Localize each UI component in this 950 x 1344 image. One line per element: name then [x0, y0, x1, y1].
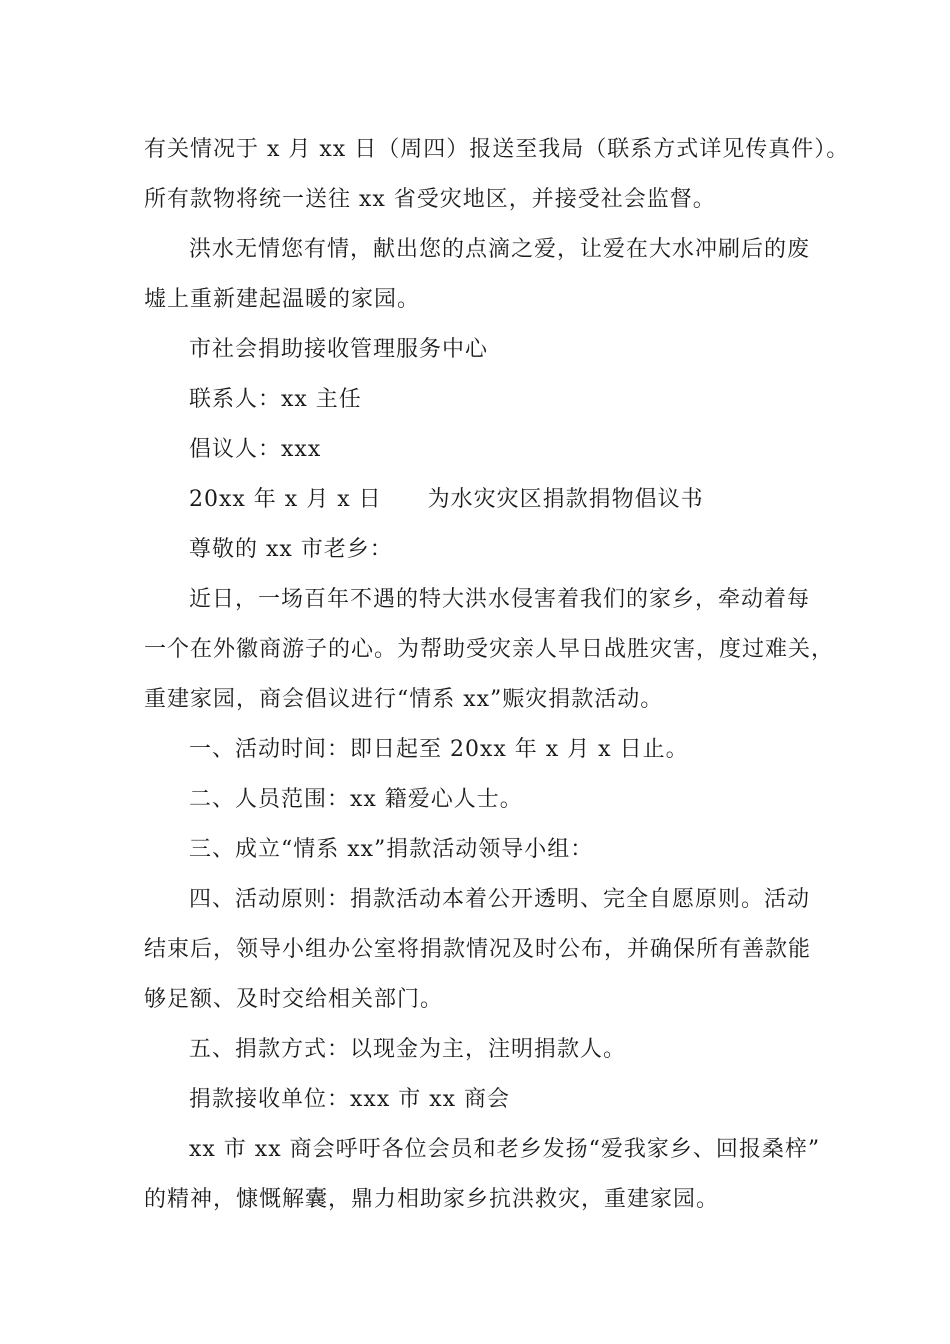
list-item: 三、成立“情系 xx”捐款活动领导小组： [189, 837, 594, 862]
paragraph-line: 洪水无情您有情，献出您的点滴之爱，让爱在大水冲刷后的废 [189, 237, 811, 262]
paragraph-line: xx 市 xx 商会呼吁各位会员和老乡发扬“爱我家乡、回报桑梓” [189, 1137, 821, 1162]
paragraph-line: 够足额、及时交给相关部门。 [144, 987, 444, 1012]
list-item: 五、捐款方式：以现金为主，注明捐款人。 [189, 1037, 627, 1062]
salutation: 尊敬的 xx 市老乡： [189, 537, 393, 562]
organization-name: 市社会捐助接收管理服务中心 [189, 337, 489, 362]
paragraph-line: 一个在外徽商游子的心。为帮助受灾亲人早日战胜灾害，度过难关， [144, 637, 835, 662]
initiator: 倡议人：xxx [189, 437, 322, 462]
date-and-title-line [189, 485, 879, 515]
paragraph-line: 近日，一场百年不遇的特大洪水侵害着我们的家乡，牵动着每 [189, 587, 811, 612]
receiving-unit: 捐款接收单位：xxx 市 xx 商会 [189, 1087, 511, 1112]
list-item: 四、活动原则：捐款活动本着公开透明、完全自愿原则。活动 [189, 887, 811, 912]
paragraph-line: 墟上重新建起温暖的家园。 [144, 287, 421, 312]
paragraph-line: 的精神，慷慨解囊，鼎力相助家乡抗洪救灾，重建家园。 [144, 1187, 720, 1212]
document-date: 20xx 年 x 月 x 日 [189, 487, 382, 512]
paragraph-line: 所有款物将统一送往 xx 省受灾地区，并接受社会监督。 [144, 187, 716, 212]
list-item: 二、人员范围：xx 籍爱心人士。 [189, 787, 523, 812]
paragraph-line: 重建家园，商会倡议进行“情系 xx”赈灾捐款活动。 [144, 687, 664, 712]
list-item: 一、活动时间：即日起至 20xx 年 x 月 x 日止。 [189, 737, 689, 762]
paragraph-line: 有关情况于 x 月 xx 日（周四）报送至我局（联系方式详见传真件）。 [144, 137, 850, 162]
contact-person: 联系人：xx 主任 [189, 387, 362, 412]
document-title: 为水灾灾区捐款捐物倡议书 [427, 487, 704, 512]
paragraph-line: 结束后，领导小组办公室将捐款情况及时公布，并确保所有善款能 [144, 937, 812, 962]
